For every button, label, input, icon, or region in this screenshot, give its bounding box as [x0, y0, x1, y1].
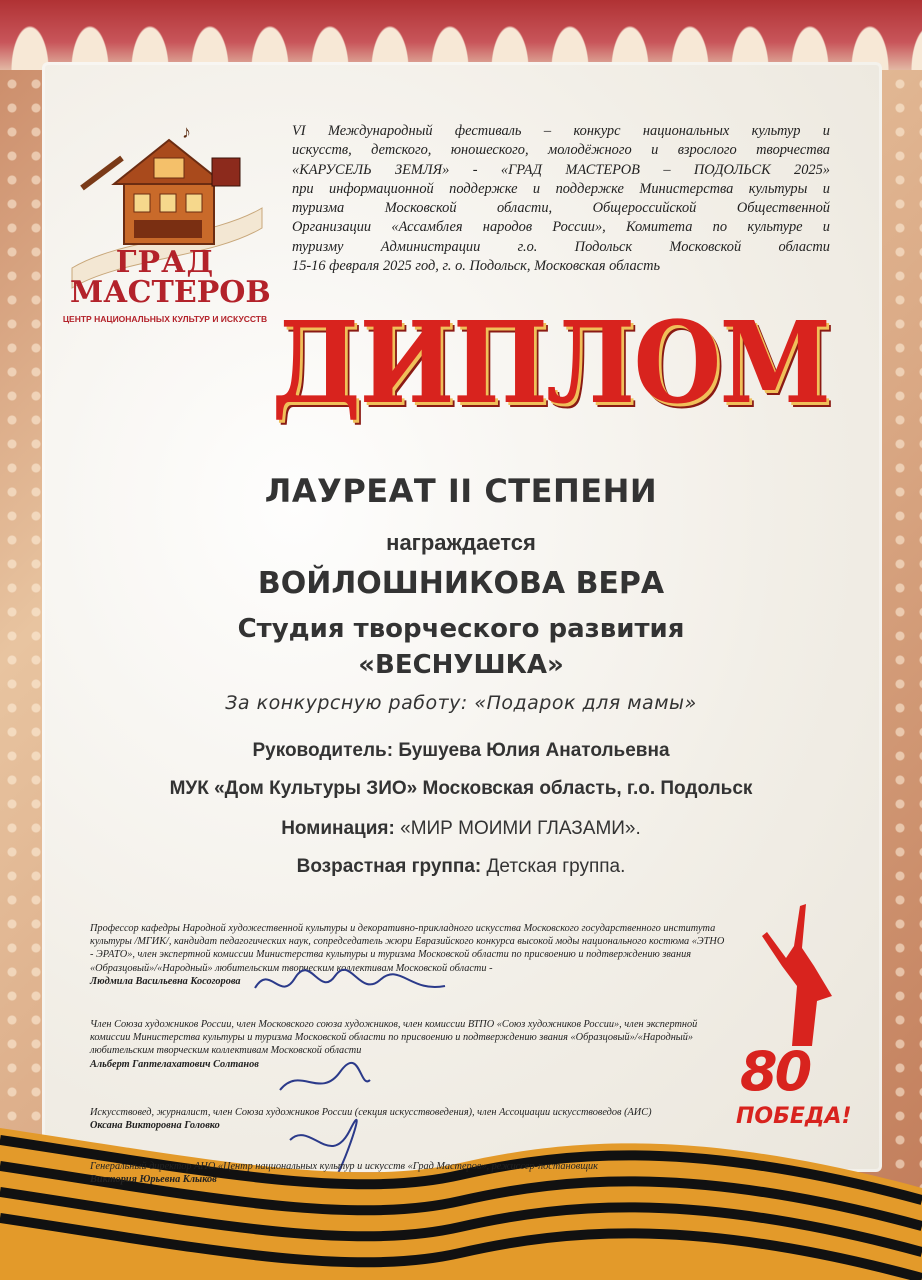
intro-line: туризма Московской области, Общероссийской Общественной	[292, 200, 830, 217]
intro-line: «КАРУСЕЛЬ ЗЕМЛЯ» - «ГРАД МАСТЕРОВ – ПОДОЛЬСК 2025»	[292, 161, 830, 178]
studio-line1: Студия творческого развития	[237, 614, 685, 644]
age-group-label: Возрастная группа:	[296, 856, 482, 877]
juror-description: Искусствовед, журналист, член Союза художников России (секция искусствоведения), член Ассоциации искусствоведов (АИС)	[90, 1107, 652, 1118]
juror-description: Член Союза художников России, член Московского союза художников, член комиссии ВТПО «Союз художников России», член экспертной комиссии Министерства культуры и туризма Московской области по присвоению и подтверждению звания «Образцовый»/«Народный» любительским творческим коллективам Московской области	[90, 1019, 698, 1057]
juror-name: Виктория Юрьевна Клыков	[90, 1174, 217, 1186]
intro-line: туризму Администрации г.о. Подольск Московской области	[292, 238, 830, 255]
signature-kosogorova	[250, 958, 450, 1008]
studio-line2: «ВЕСНУШКА»	[358, 650, 564, 680]
logo-title-line2: МАСТЕРОВ	[70, 275, 271, 310]
leader-value: Бушуева Юлия Анатольевна	[398, 740, 670, 761]
competition-work: За конкурсную работу: «Подарок для мамы»	[225, 692, 697, 714]
juror-description: Профессор кафедры Народной художественной культуры и декоративно-прикладного искусства Московского государственного института культуры /МГИК/, кандидат педагогических наук, сопредседатель жюри Евразийского конкурса высокой моды национального костюма «ЭТНО - ЭРАТО», член экспертной комиссии Министерства культуры и туризма Московской области по присвоению и подтверждению звания «Образцовый»/«Народный» любительским творческим коллективам Московской области -	[90, 923, 725, 974]
decorative-top-border	[0, 0, 922, 70]
nomination-line	[0, 818, 922, 840]
logo-subtitle: ЦЕНТР НАЦИОНАЛЬНЫХ КУЛЬТУР И ИСКУССТВ	[62, 314, 268, 324]
intro-line: Организации «Ассамблея народов России», Комитета по культуре и	[292, 219, 830, 236]
age-group-line	[0, 856, 922, 878]
nomination-value: «МИР МОИМИ ГЛАЗАМИ».	[400, 818, 641, 839]
intro-line: VI Международный фестиваль – конкурс национальных культур и	[292, 123, 830, 139]
svg-text:♪: ♪	[182, 122, 191, 142]
victory-text: ПОБЕДА!	[736, 1104, 852, 1129]
leader-label: Руководитель:	[252, 740, 394, 761]
logo-title	[70, 245, 271, 310]
intro-line: 15-16 февраля 2025 год, г. о. Подольск, Московская область	[292, 258, 661, 275]
festival-intro	[292, 122, 830, 276]
juror-name: Людмила Васильевна Косогорова	[90, 975, 241, 987]
logo-title-line1: ГРАД	[115, 245, 215, 280]
awarded-text: награждается	[386, 530, 536, 555]
organization: МУК «Дом Культуры ЗИО» Московская область, г.о. Подольск	[169, 778, 753, 799]
juror-name: Оксана Викторовна Головко	[90, 1120, 220, 1132]
laureate-degree: ЛАУРЕАТ II СТЕПЕНИ	[264, 472, 658, 510]
leader-line	[0, 740, 922, 762]
diploma-title: ДИПЛОМ	[271, 298, 830, 429]
nomination-label: Номинация:	[281, 818, 395, 839]
juror-block	[90, 1018, 730, 1071]
recipient-name: ВОЙЛОШНИКОВА ВЕРА	[257, 566, 665, 601]
juror-block	[90, 1160, 730, 1186]
intro-line: искусств, детского, юношеского, молодёжного и взрослого творчества	[292, 142, 830, 159]
intro-line: при информационной поддержке и поддержке Министерства культуры и	[292, 180, 830, 197]
juror-description: Генеральный директор АНО «Центр национальных культур и искусств «Град Мастеров», режиссер-постановщик	[90, 1161, 598, 1172]
juror-name: Альберт Гаптелахатович Солтанов	[90, 1058, 259, 1070]
victory-80: 80	[740, 1040, 810, 1103]
age-group-value: Детская группа.	[486, 856, 626, 877]
